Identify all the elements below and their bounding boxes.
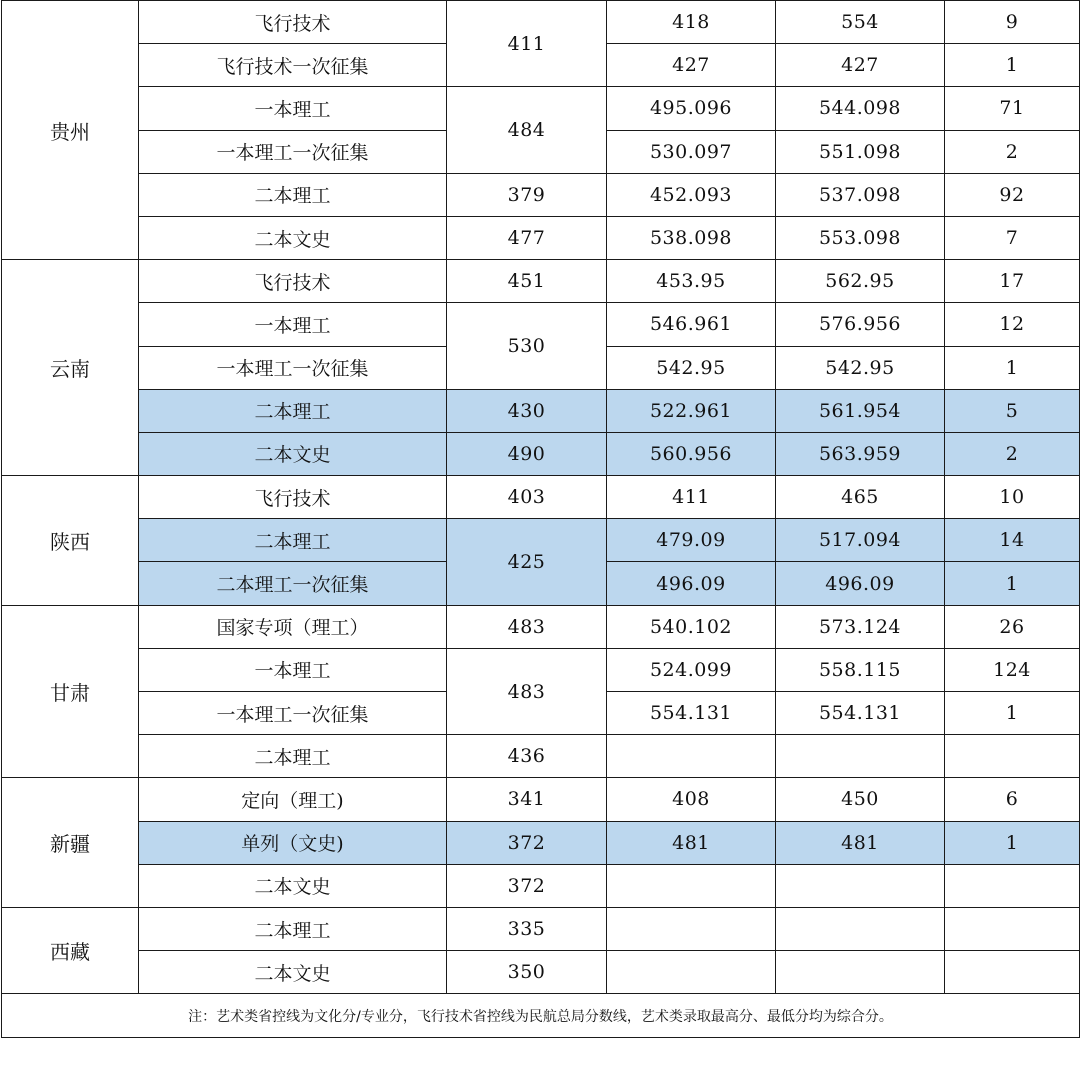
max-score-cell: 576.956 — [776, 303, 945, 346]
count-cell: 10 — [945, 476, 1080, 519]
min-score-cell: 427 — [607, 44, 776, 87]
table-row — [2, 951, 1080, 994]
category-cell: 飞行技术一次征集 — [139, 44, 447, 87]
count-cell: 6 — [945, 778, 1080, 821]
max-score-cell: 481 — [776, 821, 945, 864]
control-line-cell: 372 — [447, 864, 607, 907]
table-row — [2, 476, 1080, 519]
table-row — [2, 1, 1080, 44]
min-score-cell: 411 — [607, 476, 776, 519]
table-row-highlighted — [2, 519, 1080, 562]
province-cell: 云南 — [2, 260, 139, 476]
control-line-cell: 341 — [447, 778, 607, 821]
category-cell: 二本理工 — [139, 735, 447, 778]
min-score-cell — [607, 864, 776, 907]
max-score-cell — [776, 735, 945, 778]
count-cell: 124 — [945, 648, 1080, 691]
control-line-cell: 425 — [447, 519, 607, 605]
max-score-cell: 554 — [776, 1, 945, 44]
min-score-cell: 452.093 — [607, 173, 776, 216]
province-cell: 甘肃 — [2, 605, 139, 778]
category-cell: 一本理工一次征集 — [139, 346, 447, 389]
max-score-cell — [776, 951, 945, 994]
count-cell: 12 — [945, 303, 1080, 346]
category-cell: 一本理工 — [139, 87, 447, 130]
min-score-cell: 560.956 — [607, 432, 776, 475]
max-score-cell: 537.098 — [776, 173, 945, 216]
category-cell: 二本理工 — [139, 519, 447, 562]
category-cell: 一本理工一次征集 — [139, 130, 447, 173]
count-cell: 1 — [945, 692, 1080, 735]
count-cell — [945, 864, 1080, 907]
control-line-cell: 490 — [447, 432, 607, 475]
category-cell: 定向（理工) — [139, 778, 447, 821]
control-line-cell: 430 — [447, 389, 607, 432]
max-score-cell: 427 — [776, 44, 945, 87]
category-cell: 二本理工一次征集 — [139, 562, 447, 605]
control-line-cell: 350 — [447, 951, 607, 994]
table-row — [2, 778, 1080, 821]
control-line-cell: 477 — [447, 216, 607, 259]
table-row — [2, 735, 1080, 778]
control-line-cell: 484 — [447, 87, 607, 173]
category-cell: 飞行技术 — [139, 476, 447, 519]
count-cell — [945, 951, 1080, 994]
max-score-cell: 573.124 — [776, 605, 945, 648]
control-line-cell: 530 — [447, 303, 607, 389]
control-line-cell: 379 — [447, 173, 607, 216]
min-score-cell: 479.09 — [607, 519, 776, 562]
table-row — [2, 605, 1080, 648]
category-cell: 一本理工 — [139, 648, 447, 691]
category-cell: 二本理工 — [139, 389, 447, 432]
control-line-cell: 403 — [447, 476, 607, 519]
count-cell: 1 — [945, 44, 1080, 87]
max-score-cell: 558.115 — [776, 648, 945, 691]
table-row — [2, 260, 1080, 303]
count-cell: 1 — [945, 562, 1080, 605]
min-score-cell — [607, 951, 776, 994]
control-line-cell: 372 — [447, 821, 607, 864]
category-cell: 一本理工 — [139, 303, 447, 346]
max-score-cell: 561.954 — [776, 389, 945, 432]
control-line-cell: 451 — [447, 260, 607, 303]
max-score-cell: 544.098 — [776, 87, 945, 130]
min-score-cell — [607, 735, 776, 778]
footnote: 注：艺术类省控线为文化分/专业分，飞行技术省控线为民航总局分数线，艺术类录取最高分、最低分均为综合分。 — [2, 994, 1080, 1038]
category-cell: 国家专项（理工） — [139, 605, 447, 648]
min-score-cell: 496.09 — [607, 562, 776, 605]
count-cell: 1 — [945, 821, 1080, 864]
table-row — [2, 216, 1080, 259]
table-row-highlighted — [2, 389, 1080, 432]
count-cell: 17 — [945, 260, 1080, 303]
category-cell: 二本文史 — [139, 864, 447, 907]
count-cell — [945, 907, 1080, 950]
count-cell: 92 — [945, 173, 1080, 216]
min-score-cell: 540.102 — [607, 605, 776, 648]
min-score-cell: 418 — [607, 1, 776, 44]
control-line-cell: 483 — [447, 605, 607, 648]
category-cell: 飞行技术 — [139, 260, 447, 303]
max-score-cell: 542.95 — [776, 346, 945, 389]
min-score-cell: 542.95 — [607, 346, 776, 389]
count-cell: 14 — [945, 519, 1080, 562]
table-row-highlighted — [2, 821, 1080, 864]
max-score-cell: 553.098 — [776, 216, 945, 259]
max-score-cell: 517.094 — [776, 519, 945, 562]
min-score-cell: 554.131 — [607, 692, 776, 735]
count-cell: 2 — [945, 130, 1080, 173]
control-line-cell: 436 — [447, 735, 607, 778]
min-score-cell: 538.098 — [607, 216, 776, 259]
min-score-cell: 546.961 — [607, 303, 776, 346]
min-score-cell: 453.95 — [607, 260, 776, 303]
min-score-cell: 495.096 — [607, 87, 776, 130]
category-cell: 单列（文史) — [139, 821, 447, 864]
category-cell: 一本理工一次征集 — [139, 692, 447, 735]
province-cell: 贵州 — [2, 1, 139, 260]
count-cell: 7 — [945, 216, 1080, 259]
max-score-cell: 496.09 — [776, 562, 945, 605]
max-score-cell — [776, 907, 945, 950]
table-row — [2, 864, 1080, 907]
control-line-cell: 335 — [447, 907, 607, 950]
category-cell: 二本文史 — [139, 951, 447, 994]
count-cell: 1 — [945, 346, 1080, 389]
min-score-cell — [607, 907, 776, 950]
table-row — [2, 303, 1080, 346]
control-line-cell: 411 — [447, 1, 607, 87]
min-score-cell: 408 — [607, 778, 776, 821]
max-score-cell: 450 — [776, 778, 945, 821]
category-cell: 二本文史 — [139, 216, 447, 259]
province-cell: 陕西 — [2, 476, 139, 606]
note-row — [2, 994, 1080, 1038]
max-score-cell — [776, 864, 945, 907]
count-cell: 2 — [945, 432, 1080, 475]
max-score-cell: 562.95 — [776, 260, 945, 303]
count-cell: 26 — [945, 605, 1080, 648]
province-cell: 新疆 — [2, 778, 139, 908]
max-score-cell: 563.959 — [776, 432, 945, 475]
category-cell: 飞行技术 — [139, 1, 447, 44]
min-score-cell: 530.097 — [607, 130, 776, 173]
max-score-cell: 465 — [776, 476, 945, 519]
min-score-cell: 522.961 — [607, 389, 776, 432]
category-cell: 二本文史 — [139, 432, 447, 475]
min-score-cell: 524.099 — [607, 648, 776, 691]
table-row — [2, 907, 1080, 950]
table-row — [2, 173, 1080, 216]
count-cell: 9 — [945, 1, 1080, 44]
min-score-cell: 481 — [607, 821, 776, 864]
table-row — [2, 87, 1080, 130]
max-score-cell: 551.098 — [776, 130, 945, 173]
count-cell — [945, 735, 1080, 778]
category-cell: 二本理工 — [139, 173, 447, 216]
table-row-highlighted — [2, 432, 1080, 475]
max-score-cell: 554.131 — [776, 692, 945, 735]
table-row — [2, 648, 1080, 691]
count-cell: 71 — [945, 87, 1080, 130]
control-line-cell: 483 — [447, 648, 607, 734]
province-cell: 西藏 — [2, 907, 139, 993]
admission-score-table — [1, 0, 1080, 1038]
count-cell: 5 — [945, 389, 1080, 432]
category-cell: 二本理工 — [139, 907, 447, 950]
